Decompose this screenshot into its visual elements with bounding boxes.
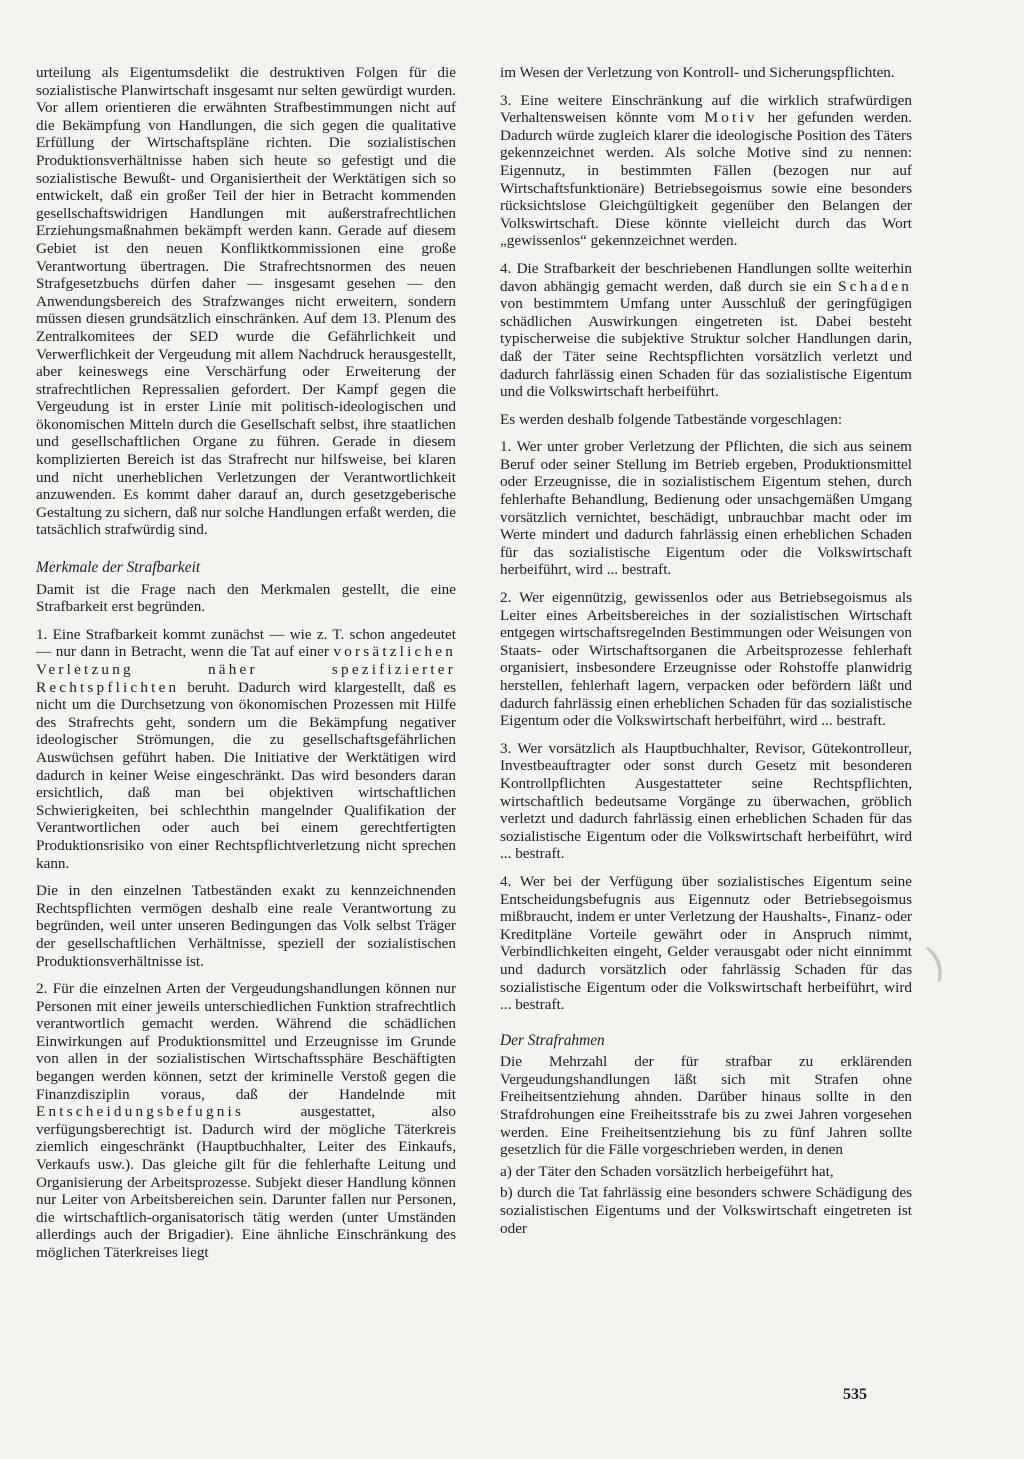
paragraph-text: von bestimmtem Umfang unter Ausschluß der geringfügigen schädlichen Auswirkungen eingetreten ist. Dabei besteht typischerweise die subjektive Struktur solcher Handlungen darin, daß der Täter seine Rechtspflichten vorsätzlich verletzt und dadurch fahrlässig einen Schaden für das sozialistische Eigentum und die Volkswirtschaft herbeiführt. [500, 295, 912, 401]
paragraph-text: 1. Eine Strafbarkeit kommt zunächst — wie z. T. schon angedeutet — nur dann in Betracht, wenn die Tat auf einer [36, 625, 456, 661]
paragraph [36, 980, 456, 1262]
page-number: 535 [843, 1386, 867, 1403]
paragraph-text: beruht. Dadurch wird klargestellt, daß es nicht um die Durchsetzung von ökonomischen Prozessen mit Hilfe des Strafrechts geht, sondern um die Bekämpfung negativer ideologischer Strömungen, die zu gesellschaftsgefährlichen Auswüchsen geführt haben. Die Initiative der Werktätigen wird dadurch in keiner Weise eingeschränkt. Das wird besonders daran ersichtlich, daß man bei objektiven wirtschaftlichen Schwierigkeiten, bei schlechthin mangelnder Qualifikation der Verantwortlichen oder auch bei einem gerechtfertigten Produktionsrisiko von einer Rechtspflichtverletzung nicht sprechen kann. [36, 678, 456, 872]
margin-mark: ) [920, 938, 952, 988]
section-heading: Merkmale der Strafbarkeit [36, 559, 201, 577]
paragraph: Die in den einzelnen Tatbeständen exakt zu kennzeichnenden Rechtspflichten vermögen deshalb eine reale Verantwortung zu begründen, weil unter unseren Bedingungen das Volk selbst Träger der gesellschaftlichen Verhältnisse, speziell der sozialistischen Produktionsverhältnisse ist. [36, 882, 456, 970]
list-item: a) der Täter den Schaden vorsätzlich herbeigeführt hat, [500, 1162, 834, 1180]
paragraph-text: her gefunden werden. Dadurch würde zugleich klarer die ideologische Position des Täters gekennzeichnet werden. Als solche Motive sind zu nennen: Eigennutz, in bestimmten Fällen (bezogen nur auf Wirtschaftsfunktionäre) Betriebsegoismus sowie eine besonders rücksichtslose Gleichgültigkeit gegenüber den Belangen der Volkswirtschaft. Diese könnte vielleicht durch das Wort „gewissenlos“ gekennzeichnet werden. [500, 109, 912, 250]
emphasized-text: Entscheidungsbefugnis [36, 1103, 245, 1121]
left-column [36, 64, 456, 1272]
emphasized-text: Motiv [704, 109, 758, 127]
paragraph-text: 4. Die Strafbarkeit der beschriebenen Handlungen sollte weiterhin davon abhängig gemacht werden, daß durch sie ein [500, 259, 912, 295]
right-column [500, 64, 912, 1247]
paragraph [500, 92, 912, 250]
paragraph: urteilung als Eigentumsdelikt die destruktiven Folgen für die sozialistische Planwirtschaft insgesamt nur selten gewürdigt wurden. Vor allem orientieren die erwähnten Strafbestimmungen nicht auf die Bekämpfung von Handlungen, die sich gegen die qualitative Erfüllung der Wirtschaftspläne richten. Die sozialistischen Produktionsverhältnisse haben sich heute so gefestigt und die sozialistische Bewußt- und Organisiertheit der Werktätigen sich so entwickelt, daß ein großer Teil der hier in Betracht kommenden gesellschaftswidrigen Handlungen mit außerstrafrechtlichen Erziehungsmaßnahmen bekämpft werden kann. Gerade auf diesem Gebiet ist den neuen Konfliktkommissionen eine große Verantwortung übertragen. Die Strafrechtsnormen des neuen Strafgesetzbuchs dürfen daher — insgesamt gesehen — den Anwendungsbereich des Strafzwanges nicht erweitern, sondern müssen diesen grundsätzlich einschränken. Auf dem 13. Plenum des Zentralkomitees der SED wurde die Gefährlichkeit und Verwerflichkeit der Vergeudung mit allem Nachdruck herausgestellt, aber keineswegs eine Verschärfung oder Erweiterung der strafrechtlichen Repressalien gefordert. Der Kampf gegen die Vergeudung ist in erster Linie mit politisch-ideologischen und ökonomischen Mitteln durch die Gesellschaft selbst, ihre staatlichen und gesellschaftlichen Organe zu führen. Gerade in diesem komplizierten Bereich ist das Strafrecht nur hilfsweise, bei klaren und nicht unerheblichen Verletzungen der Verantwortlichkeit anzuwenden. Es kommt daher darauf an, durch gesetzgeberische Gestaltung zu sichern, daß nur solche Handlungen erfaßt werden, die tatsächlich strafwürdig sind. [36, 64, 456, 539]
proposal-paragraph: 4. Wer bei der Verfügung über sozialistisches Eigentum seine Entscheidungsbefugnis aus Eigennutz oder Betriebsegoismus mißbraucht, indem er unter Verletzung der Haushalts-, Finanz- oder Kreditpläne Vorteile gewährt oder in Anspruch nimmt, Verbindlichkeiten eingeht, Gelder verausgabt oder nicht einnimmt und dadurch vorsätzlich oder fahrlässig Schaden für das sozialistische Eigentum oder die Volkswirtschaft herbeiführt, wird ... bestraft. [500, 872, 912, 1014]
emphasized-text: Schaden [838, 277, 912, 295]
paragraph-text: 2. Für die einzelnen Arten der Vergeudungshandlungen können nur Personen mit einer jeweils unterschiedlichen Funktion strafrechtlich verantwortlich gemacht werden. Während die schädlichen Einwirkungen auf Produktionsmittel und Erzeugnisse im Grunde von allen in der sozialistischen Wirtschaftssphäre Beschäftigten begangen werden können, setzt der kriminelle Verstoß gegen die Finanzdisziplin voraus, daß der Handelnde mit [36, 980, 456, 1103]
paragraph-text: ausgestattet, also verfügungsberechtigt ist. Dadurch wird der mögliche Täterkreis ziemlich eingeschränkt (Hauptbuchhalter, Leiter des Einkaufs, Verkaufs usw.). Das gleiche gilt für die fehlerhafte Leitung und Organisierung der Arbeitsprozesse. Subjekt dieser Handlung können nur Leiter von Arbeitsbereichen sein. Darunter fallen nur Personen, die wirtschaftlich-organisatorisch tätig werden (unter Umständen allerdings auch der Brigadier). Eine ähnliche Einschränkung des möglichen Täterkreises liegt [36, 1103, 456, 1261]
list-item: b) durch die Tat fahrlässig eine besonders schwere Schädigung des sozialistischen Eigentums und der Volkswirtschaft eingetreten ist oder [500, 1184, 912, 1237]
paragraph-text: 3. Eine weitere Einschränkung auf die wirklich strafwürdigen Verhaltensweisen könnte vom [500, 91, 912, 127]
paragraph: Damit ist die Frage nach den Merkmalen gestellt, die eine Strafbarkeit erst begründen. [36, 580, 456, 616]
paragraph [36, 626, 456, 872]
paragraph: Die Mehrzahl der für strafbar zu erklärenden Vergeudungshandlungen läßt sich mit Strafen ohne Freiheitsentziehung ahnden. Darüber hinaus sollte in den Strafdrohungen eine Freiheitsstrafe bis zu zwei Jahren vorgesehen werden. Eine Freiheitsentziehung bis zu fünf Jahren sollte gesetzlich für die Fälle vorgeschrieben werden, in denen [500, 1053, 912, 1159]
section-heading: Der Strafrahmen [500, 1031, 605, 1049]
proposal-paragraph: 1. Wer unter grober Verletzung der Pflichten, die sich aus seinem Beruf oder seiner Stellung im Betrieb ergeben, Produktionsmittel oder Erzeugnisse, die in sozialistischem Eigentum stehen, durch fehlerhafte Behandlung, Bedienung oder unsachgemäßen Umgang vorsätzlich vernichtet, beschädigt, unbrauchbar macht oder im Werte mindert und dadurch fahrlässig einen erheblichen Schaden für das sozialistische Eigentum oder die Volkswirtschaft herbeiführt, wird ... bestraft. [500, 438, 912, 579]
proposal-paragraph: 3. Wer vorsätzlich als Hauptbuchhalter, Revisor, Gütekontrolleur, Investbeauftragter oder sonst durch Gesetz mit besonderen Kontrollpflichten Ausgestatteter seine Rechtspflichten, wirtschaftlich bedeutsame Vorgänge zu überwachen, gröblich verletzt und dadurch fahrlässig einen erheblichen Schaden für das sozialistische Eigentum oder die Volkswirtschaft herbeiführt, wird ... bestraft. [500, 739, 912, 863]
paragraph: im Wesen der Verletzung von Kontroll- und Sicherungspflichten. [500, 64, 895, 81]
proposal-paragraph: 2. Wer eigennützig, gewissenlos oder aus Betriebsegoismus als Leiter eines Arbeitsbereiches in der sozialistischen Wirtschaft entgegen wirtschaftsregelnden Bestimmungen oder Weisungen von Staats- oder Wirtschaftsorganen die Arbeitsprozesse fehlerhaft organisiert, insbesondere Erzeugnisse oder Rohstoffe planwidrig herstellen, fehlerhaft lagern, verpacken oder befördern läßt und dadurch fahrlässig einen erheblichen Schaden für das sozialistische Eigentum oder die Volkswirtschaft herbeiführt, wird ... bestraft. [500, 589, 912, 730]
paragraph: Es werden deshalb folgende Tatbestände vorgeschlagen: [500, 410, 843, 428]
paragraph [500, 260, 912, 401]
emphasized-text: vorsätzlichen Verletzung näher spezifizierter Rechtspflichten [36, 643, 456, 696]
